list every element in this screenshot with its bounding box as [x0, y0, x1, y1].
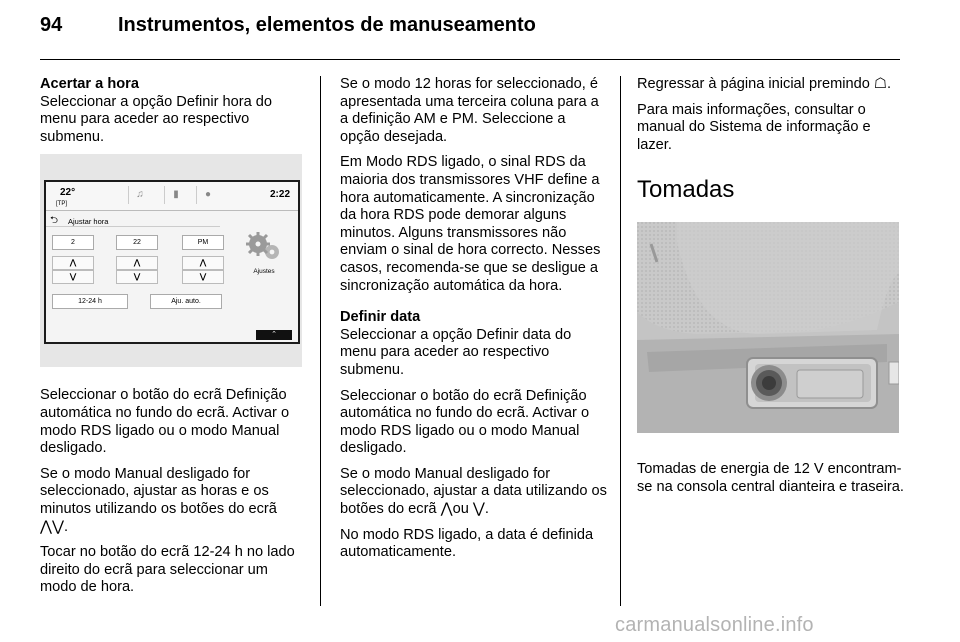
paragraph: Se o modo 12 horas for seleccionado, é apresentada uma terceira coluna para a a definição AM e PM. Seleccione a opção desejada.	[340, 76, 599, 145]
ampm-field: PM	[182, 235, 224, 250]
auto-adjust-button[interactable]: Aju. auto.	[150, 294, 222, 309]
paragraph: Tocar no botão do ecrã 12-24 h no lado direito do ecrã para seleccionar um modo de hora.	[40, 544, 295, 596]
paragraph: Tomadas de energia de 12 V encontram-se na consola central dianteira e traseira.	[637, 460, 904, 495]
paragraph: Seleccionar a opção Definir data do menu para aceder ao respectivo submenu.	[340, 326, 572, 378]
info-icon: ●	[196, 186, 219, 204]
settings-button[interactable]	[238, 230, 290, 280]
header-rule	[40, 59, 900, 60]
power-outlet-photo	[637, 222, 899, 433]
column-3	[637, 76, 905, 504]
minute-down-button[interactable]: ⋁	[116, 270, 158, 284]
music-icon: ♫	[128, 186, 151, 204]
column-divider	[620, 76, 621, 606]
settings-label: Ajustes	[253, 267, 275, 275]
page-title: Instrumentos, elementos de manuseamento	[118, 14, 536, 36]
heading-acertar-hora: Acertar a hora	[40, 76, 139, 92]
column-1	[40, 76, 308, 605]
tp-indicator: [TP]	[56, 201, 68, 208]
12-24h-button[interactable]: 12-24 h	[52, 294, 128, 309]
display-screen	[44, 180, 300, 344]
page-number: 94	[40, 14, 63, 36]
column-divider	[320, 76, 321, 606]
minute-up-button[interactable]: ⋀	[116, 256, 158, 270]
hour-field: 2	[52, 235, 94, 250]
back-icon[interactable]: ⮌	[50, 215, 59, 227]
paragraph: Se o modo Manual desligado for seleccionado, ajustar as horas e os minutos utilizando os botões do ecrã ⋀⋁.	[40, 465, 277, 535]
column-2	[340, 76, 608, 570]
phone-icon: ▮	[164, 186, 187, 204]
paragraph: Para mais informações, consultar o manual do Sistema de informação e lazer.	[637, 101, 871, 153]
hour-down-button[interactable]: ⋁	[52, 270, 94, 284]
ampm-down-button[interactable]: ⋁	[182, 270, 224, 284]
paragraph: Seleccionar o botão do ecrã Definição automática no fundo do ecrã. Activar o modo RDS ligado ou o modo Manual desligado.	[340, 387, 590, 457]
paragraph: Em Modo RDS ligado, o sinal RDS da maioria dos transmissores VHF define a hora automaticamente. A sincronização da hora RDS pode demorar alguns minutos. Alguns transmissores não enviam o sinal de hora correcto. Nesses casos, recomenda-se que se desligue a sincronização automática da hora.	[340, 154, 601, 294]
paragraph: Seleccionar a opção Definir hora do menu para aceder ao respectivo submenu.	[40, 93, 273, 145]
gears-icon	[242, 230, 286, 264]
watermark: carmanualsonline.info	[615, 614, 814, 636]
minute-field: 22	[116, 235, 158, 250]
section-title: Tomadas	[637, 176, 735, 204]
paragraph: No modo RDS ligado, a data é definida automaticamente.	[340, 526, 594, 561]
paragraph: Se o modo Manual desligado for seleccionado, ajustar a data utilizando os botões do ecrã ⋀ou ⋁.	[340, 465, 607, 518]
ampm-up-button[interactable]: ⋀	[182, 256, 224, 270]
status-bar	[46, 182, 298, 211]
heading-definir-data: Definir data	[340, 309, 421, 326]
paragraph: Seleccionar o botão do ecrã Definição automática no fundo do ecrã. Activar o modo RDS ligado ou o modo Manual desligado.	[40, 387, 290, 457]
screen-figure	[40, 154, 302, 367]
page-header	[40, 14, 900, 48]
submenu-title: Ajustar hora	[68, 217, 109, 227]
temperature: 22°	[60, 187, 76, 199]
collapse-button[interactable]: ⌃	[256, 330, 292, 340]
paragraph: Regressar à página inicial premindo ☖.	[637, 76, 892, 92]
clock: 2:22	[269, 189, 290, 201]
submenu-header	[46, 212, 220, 227]
hour-up-button[interactable]: ⋀	[52, 256, 94, 270]
